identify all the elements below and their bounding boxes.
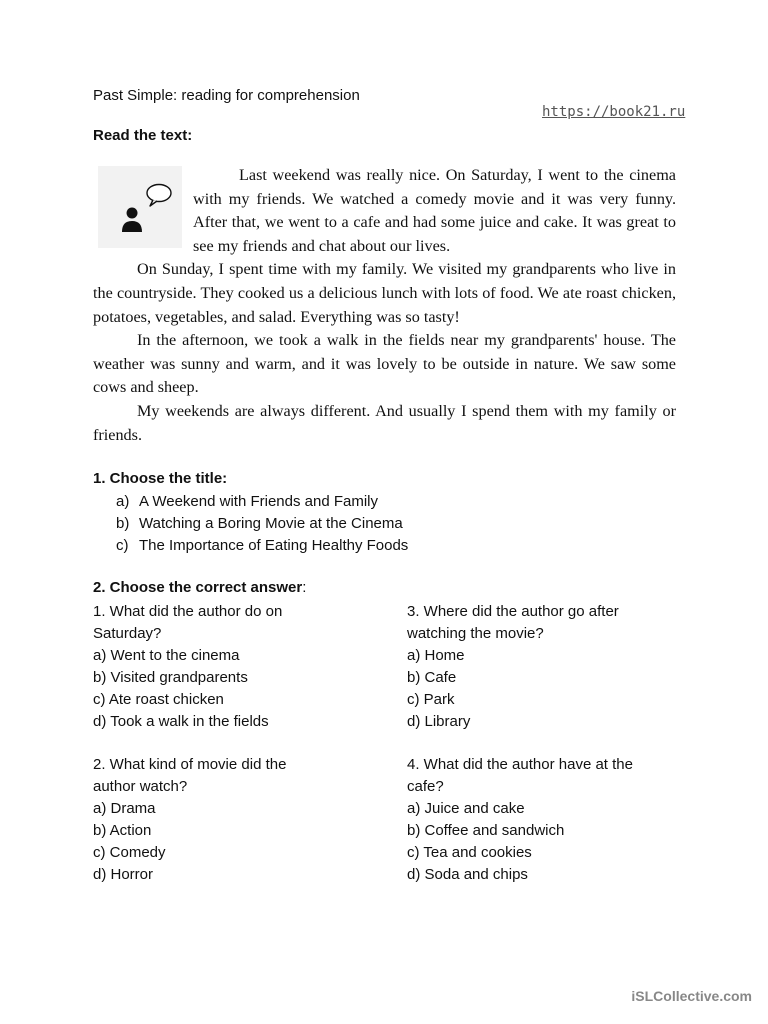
question-prompt: 3. Where did the author go after watching the movie? — [407, 603, 619, 642]
question-prompt: 2. What kind of movie did the author watch? — [93, 756, 287, 795]
task2-heading: 2. Choose the correct answer: — [93, 579, 307, 596]
answer-list — [93, 645, 333, 733]
answer-option: b) Cafe — [407, 669, 457, 686]
answer-option: a) Home — [407, 647, 465, 664]
question-prompt: 1. What did the author do on Saturday? — [93, 603, 283, 642]
task1-options — [116, 491, 408, 557]
task1-heading: 1. Choose the title: — [93, 470, 228, 487]
reading-passage — [93, 164, 676, 447]
question-prompt: 4. What did the author have at the cafe? — [407, 756, 633, 795]
answer-option: a) Drama — [93, 800, 156, 817]
answer-option: d) Soda and chips — [407, 866, 528, 883]
passage-paragraph: In the afternoon, we took a walk in the fields near my grandparents' house. The weather was sunny and warm, and it was lovely to be outside in nature. We saw some cows and sheep. — [93, 331, 676, 397]
answer-option: c) Ate roast chicken — [93, 691, 224, 708]
title-option: c) The Importance of Eating Healthy Foods — [116, 537, 409, 554]
title-option: a) A Weekend with Friends and Family — [116, 493, 378, 510]
question-block — [407, 754, 647, 886]
answer-option: a) Juice and cake — [407, 800, 525, 817]
worksheet-title: Past Simple: reading for comprehension — [93, 87, 360, 104]
answer-option: d) Library — [407, 713, 471, 730]
question-block — [93, 601, 333, 733]
read-the-text-heading: Read the text: — [93, 127, 193, 144]
answer-option: c) Park — [407, 691, 455, 708]
question-block — [407, 601, 647, 733]
passage-paragraph: On Sunday, I spent time with my family. We visited my grandparents who live in the countryside. They cooked us a delicious lunch with lots of food. We ate roast chicken, potatoes, vegetables, and salad. Everything was so tasty! — [93, 260, 676, 326]
title-option: b) Watching a Boring Movie at the Cinema — [116, 515, 403, 532]
footer-brand: iSLCollective.com — [631, 988, 752, 1004]
answer-option: c) Tea and cookies — [407, 844, 532, 861]
answer-list — [407, 645, 647, 733]
answer-option: b) Coffee and sandwich — [407, 822, 565, 839]
passage-paragraph: My weekends are always different. And usually I spend them with my family or friends. — [93, 401, 676, 444]
answer-option: d) Horror — [93, 866, 154, 883]
answer-list — [93, 798, 333, 886]
question-block — [93, 754, 333, 886]
answer-option: c) Comedy — [93, 844, 166, 861]
passage-paragraph: Last weekend was really nice. On Saturday, I went to the cinema with my friends. We watched a comedy movie and it was very funny. After that, we went to a cafe and had some juice and cake. It was great to see my friends and chat about our lives. — [193, 166, 676, 255]
answer-option: a) Went to the cinema — [93, 647, 240, 664]
answer-option: b) Action — [93, 822, 152, 839]
answer-option: b) Visited grandparents — [93, 669, 248, 686]
answer-option: d) Took a walk in the fields — [93, 713, 269, 730]
source-link[interactable]: https://book21.ru — [542, 104, 686, 120]
answer-list — [407, 798, 647, 886]
